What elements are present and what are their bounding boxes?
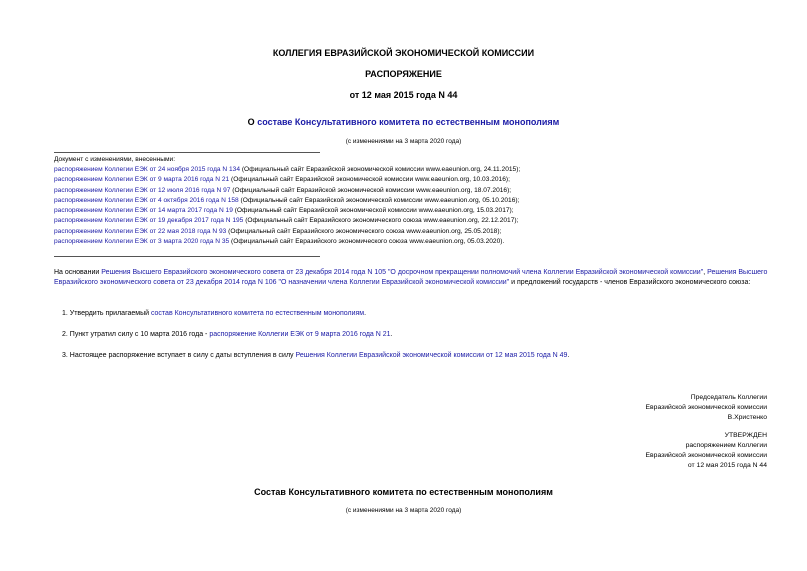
signature-block xyxy=(646,394,767,424)
change-item xyxy=(54,228,774,238)
change-source: (Официальный сайт Евразийского экономического союза www.eaeunion.org, 22.12.2017); xyxy=(243,217,519,225)
changes-note: (с изменениями на 3 марта 2020 года) xyxy=(345,138,462,145)
approved-line-4: от 12 мая 2015 года N 44 xyxy=(687,462,767,469)
change-source: (Официальный сайт Евразийской экономической комиссии www.eaeunion.org, 05.10.2016); xyxy=(238,196,520,204)
change-source: (Официальный сайт Евразийской экономической комиссии www.eaeunion.org, 24.11.2015); xyxy=(240,166,521,173)
divider-top xyxy=(54,152,320,153)
preamble-sep: , xyxy=(703,269,708,276)
doc-title-prefix: О xyxy=(247,117,258,127)
item-3-end: . xyxy=(567,352,570,359)
agency-name: КОЛЛЕГИЯ ЕВРАЗИЙСКОЙ ЭКОНОМИЧЕСКОЙ КОМИССИИ xyxy=(272,48,535,58)
changes-intro: Документ с изменениями, внесенными: xyxy=(54,156,176,163)
change-item xyxy=(54,187,774,197)
change-item xyxy=(54,217,774,227)
change-source: (Официальный сайт Евразийского экономического союза www.eaeunion.org, 05.03.2020). xyxy=(229,238,505,246)
change-link[interactable]: распоряжением Коллегии ЕЭК от 22 мая 2018 года N 93 xyxy=(54,227,227,235)
item-3-link[interactable]: Решения Коллегии Евразийской экономической комиссии от 12 мая 2015 года N 49 xyxy=(295,352,568,359)
preamble-link-106[interactable]: Решения Высшего Евразийского экономического совета от 23 декабря 2014 года N 106 "О назначении члена Коллегии Евразийской экономической комиссии" xyxy=(54,269,768,286)
change-link[interactable]: распоряжением Коллегии ЕЭК от 19 декабря 2017 года N 195 xyxy=(54,217,244,225)
annex-changes-note: (с изменениями на 3 марта 2020 года) xyxy=(345,507,462,514)
signature-line-2: Евразийской экономической комиссии xyxy=(645,404,767,411)
signature-name: В.Христенко xyxy=(727,414,767,421)
doc-title-link[interactable]: составе Консультативного комитета по естественным монополиям xyxy=(257,117,560,127)
change-link[interactable]: распоряжением Коллегии ЕЭК от 12 июля 2016 года N 97 xyxy=(54,186,231,194)
change-item xyxy=(54,176,774,186)
change-item xyxy=(54,166,774,176)
item-1-start: 1. Утвердить прилагаемый xyxy=(62,310,151,317)
item-2-start: 2. Пункт утратил силу с 10 марта 2016 года - xyxy=(62,331,210,338)
change-link[interactable]: распоряжением Коллегии ЕЭК от 24 ноября 2015 года N 134 xyxy=(54,166,241,173)
item-1-end: . xyxy=(364,310,367,317)
approved-line-2: распоряжением Коллегии xyxy=(685,442,767,449)
change-source: (Официальный сайт Евразийской экономической комиссии www.eaeunion.org, 15.03.2017); xyxy=(232,207,514,215)
change-item xyxy=(54,197,774,207)
item-2 xyxy=(62,330,762,340)
changes-list xyxy=(54,166,774,248)
change-source: (Официальный сайт Евразийской экономической комиссии www.eaeunion.org, 18.07.2016); xyxy=(230,186,512,194)
preamble-start: На основании xyxy=(54,269,102,276)
preamble-paragraph xyxy=(54,268,770,288)
change-link[interactable]: распоряжением Коллегии ЕЭК от 4 октября 2016 года N 158 xyxy=(54,196,239,204)
approved-line-1: УТВЕРЖДЕН xyxy=(724,432,767,439)
preamble-link-105[interactable]: Решения Высшего Евразийского экономического совета от 23 декабря 2014 года N 105 "О досрочном прекращении полномочий члена Коллегии Евразийской экономической комиссии" xyxy=(101,269,704,276)
signature-line-1: Председатель Коллегии xyxy=(690,394,767,401)
change-link[interactable]: распоряжением Коллегии ЕЭК от 3 марта 2020 года N 35 xyxy=(54,238,230,246)
item-2-end: . xyxy=(390,331,393,338)
preamble-end: и предложений государств - членов Евразийского экономического союза: xyxy=(509,279,751,286)
item-1 xyxy=(62,309,762,319)
change-item xyxy=(54,207,774,217)
divider-bottom xyxy=(54,256,320,257)
item-1-link[interactable]: состав Консультативного комитета по естественным монополиям xyxy=(150,310,365,317)
change-source: (Официальный сайт Евразийской экономической комиссии www.eaeunion.org, 10.03.2016); xyxy=(229,176,510,184)
item-2-link[interactable]: распоряжение Коллегии ЕЭК от 9 марта 2016 года N 21 xyxy=(209,331,391,338)
approved-line-3: Евразийской экономической комиссии xyxy=(645,452,767,459)
item-3 xyxy=(62,351,762,361)
annex-title: Состав Консультативного комитета по естественным монополиям xyxy=(254,487,553,497)
change-item xyxy=(54,238,774,248)
doc-title xyxy=(0,117,807,127)
change-link[interactable]: распоряжением Коллегии ЕЭК от 9 марта 2016 года N 21 xyxy=(54,176,230,184)
change-source: (Официальный сайт Евразийского экономического союза www.eaeunion.org, 25.05.2018); xyxy=(226,227,502,235)
change-link[interactable]: распоряжением Коллегии ЕЭК от 14 марта 2017 года N 19 xyxy=(54,207,233,215)
doc-type: РАСПОРЯЖЕНИЕ xyxy=(365,69,442,79)
item-3-start: 3. Настоящее распоряжение вступает в силу с даты вступления в силу xyxy=(62,352,296,359)
doc-date-number: от 12 мая 2015 года N 44 xyxy=(349,90,458,100)
approved-block xyxy=(646,432,767,472)
